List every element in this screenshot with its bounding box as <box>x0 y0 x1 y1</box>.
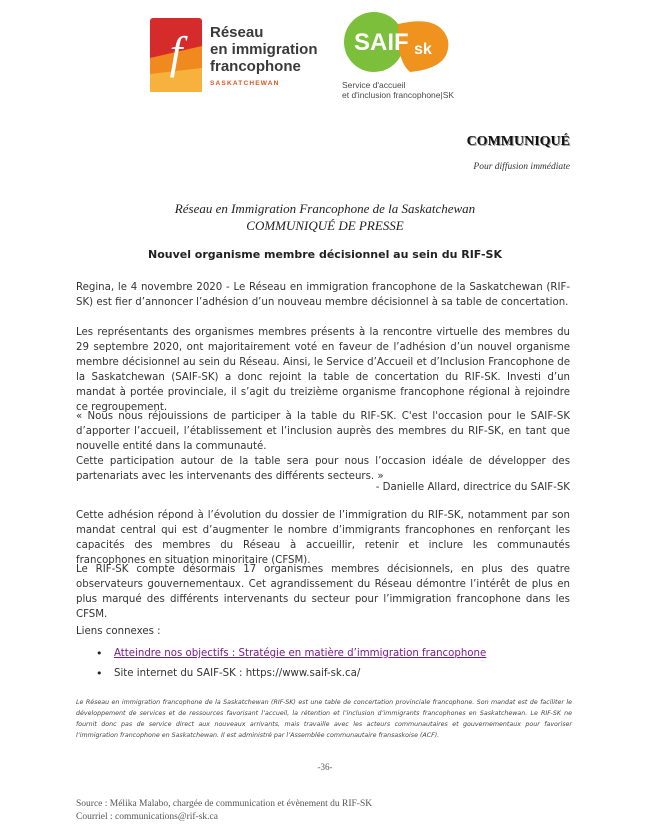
saif-website-text: Site internet du SAIF-SK : https://www.saif-sk.ca/ <box>114 668 361 679</box>
diffusion-note: Pour diffusion immédiate <box>473 162 570 172</box>
quote-signature: - Danielle Allard, directrice du SAIF-SK <box>375 482 570 493</box>
rif-logo-letter: f <box>169 27 183 78</box>
source-line: Source : Mélika Malabo, chargée de communication et évènement du RIF-SK <box>76 799 373 809</box>
organization-title: Réseau en Immigration Francophone de la Saskatchewan <box>174 201 476 216</box>
paragraph-vote: Les représentants des organismes membres présents à la rencontre virtuelle des membres du 29 septembre 2020, ont majoritairement voté en faveur de l’adhésion d’un nouvel organisme membre décisionnel au sein du Réseau. Ainsi, le Service d’Accueil et d’Inclusion Francophone de la Saskatchewan (SAIF-SK) a donc rejoint la table de concertation du RIF-SK. Investi d’un mandat à portée provinciale, il s’agit du treizième organisme francophone régional à rejoindre ce regroupement. <box>76 327 570 413</box>
saif-sk-logo <box>340 10 460 110</box>
rif-logo-mark-icon <box>150 18 202 92</box>
paragraph-quote <box>76 409 570 484</box>
organization-footnote: Le Réseau en immigration francophone de la Saskatchewan (RIF-SK) est une table de concertation provinciale francophone. Son mandat est de faciliter le développement de services et de ressources favorisant l’accueil, la rétention et l’inclusion d’immigrants francophones en Saskatchewan. Le RIF-SK ne fournit donc pas de service direct aux nouveaux arrivants, mais travaille avec les acteurs communautaires et gouvernementaux pour favoriser l’immigration francophone en Saskatchewan. Il est administré par l’Assemblée communautaire fransaskoise (ACF). <box>76 699 572 739</box>
related-links-title: Liens connexes : <box>76 626 161 637</box>
list-item <box>96 664 486 684</box>
source-contact <box>76 798 372 824</box>
quote-part2: Cette participation autour de la table sera pour nous l’occasion idéale de développer des partenariats avec les intervenants des différents secteurs. » <box>76 456 570 482</box>
paragraph-intro: Regina, le 4 novembre 2020 - Le Réseau en immigration francophone de la Saskatchewan (RIF-SK) est fier d’annoncer l’adhésion d’un nouveau membre décisionnel à sa table de concertation. <box>76 282 570 308</box>
page-number: -36- <box>317 762 333 772</box>
strategy-link[interactable]: Atteindre nos objectifs : Stratégie en matière d’immigration francophone <box>114 648 487 659</box>
headline: Nouvel organisme membre décisionnel au sein du RIF-SK <box>147 248 502 261</box>
paragraph-members: Le RIF-SK compte désormais 17 organismes membres décisionnels, en plus des quatre observateurs gouvernementaux. Cet agrandissement du Réseau démontre l’intérêt de plus en plus marqué des différents intervenants du secteur pour l’immigration francophone dans les CFSM. <box>76 564 570 620</box>
saif-logo-mark-icon <box>340 10 452 76</box>
press-release-title: COMMUNIQUÉ DE PRESSE <box>246 218 404 233</box>
rif-logo-wordmark <box>210 24 318 75</box>
rif-logo-province: SASKATCHEWAN <box>210 80 280 87</box>
list-item <box>96 644 486 664</box>
rif-logo-line1: Réseau <box>210 24 264 41</box>
communique-heading: COMMUNIQUÉ <box>466 134 570 149</box>
rif-logo-line3: francophone <box>210 58 301 75</box>
rif-logo-line2: en immigration <box>210 41 318 58</box>
related-links-list <box>96 644 486 684</box>
email-line: Courriel : communications@rif-sk.ca <box>76 812 218 822</box>
paragraph-mandate: Cette adhésion répond à l’évolution du dossier de l’immigration du RIF-SK, notamment par son mandat central qui est d’augmenter le nombre d’immigrants francophones en renforçant les capacités des membres du Réseau à accueillir, retenir et inclure les communautés francophones en situation minoritaire (CFSM). <box>76 510 570 566</box>
quote-part1: « Nous nous réjouissions de participer à la table du RIF-SK. C'est l'occasion pour le SAIF-SK d’apporter l’accueil, l’établissement et l’inclusion auprès des membres du RIF-SK, en tant que nouvelle entité dans la communauté. <box>76 411 570 452</box>
saif-logo-text: SAIF <box>354 29 409 56</box>
saif-logo-line2: et d'inclusion francophone|SK <box>342 90 455 100</box>
saif-logo-sk: sk <box>414 41 432 58</box>
saif-logo-line1: Service d'accueil <box>342 80 406 90</box>
rif-sk-logo <box>150 14 320 104</box>
saif-logo-wordmark <box>342 80 454 100</box>
